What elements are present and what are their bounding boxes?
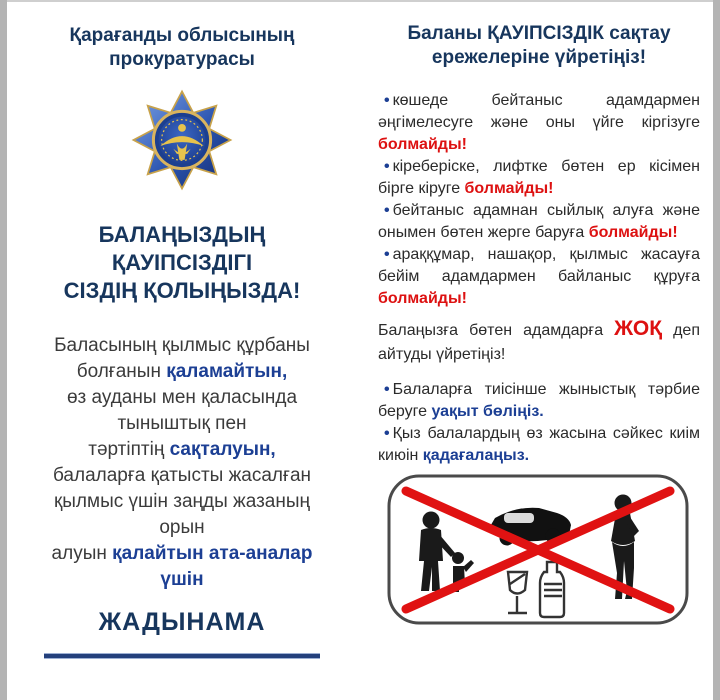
text-segment: СІЗДІҢ ҚОЛЫҢЫЗДА! [63, 278, 301, 303]
paragraph-line [32, 437, 332, 463]
text-segment: Балаңызға бөтен адамдарға [378, 322, 615, 339]
page-top-edge [0, 0, 720, 2]
rules-list [378, 90, 700, 310]
tip-item [378, 423, 700, 467]
text-segment: кіреберіске, лифтке бөтен ер кісімен бірге кіруге [378, 158, 700, 197]
highlight-red: болмайды! [588, 224, 678, 241]
prohibition-sign-wrap [386, 473, 700, 631]
highlight-blue: қалайтын ата-аналар үшін [112, 543, 313, 590]
text-segment: прокуратурасы [109, 49, 255, 70]
emblem-wrap [32, 88, 332, 197]
heading-line [378, 22, 700, 46]
left-title [32, 221, 332, 305]
org-line [32, 24, 332, 48]
text-segment: Балаларға тиісінше жыныстық тәрбие беруге [378, 381, 700, 420]
right-heading [378, 22, 700, 70]
highlight-red: болмайды! [464, 180, 554, 197]
heading-line [378, 46, 700, 70]
org-name [32, 24, 332, 72]
paragraph-line [32, 411, 332, 437]
tips-list [378, 379, 700, 467]
highlight-red: болмайды! [378, 136, 467, 153]
title-line [32, 221, 332, 249]
rule-item [378, 200, 700, 244]
text-segment: БАЛАҢЫЗДЫҢ [98, 222, 266, 247]
text-segment: тәртіптің [88, 439, 170, 460]
bullet-icon: • [384, 425, 390, 442]
highlight-blue: қаламайтын, [166, 361, 288, 382]
text-segment: Қарағанды облысының [69, 25, 295, 46]
org-line [32, 48, 332, 72]
text-segment: болғанын [76, 361, 167, 382]
left-column [32, 24, 332, 659]
left-paragraph [32, 333, 332, 593]
prosecutor-emblem-icon [130, 88, 234, 192]
rule-item [378, 244, 700, 310]
text-segment: ҚАУІПСІЗДІГІ [111, 250, 253, 275]
text-segment: алуын [51, 543, 113, 564]
bullet-icon: • [384, 202, 390, 219]
page-left-edge [0, 0, 7, 700]
paragraph-line [32, 541, 332, 593]
bullet-icon: • [384, 92, 390, 109]
title-line [32, 249, 332, 277]
rule-item [378, 156, 700, 200]
bullet-icon: • [384, 246, 390, 263]
tip-item [378, 379, 700, 423]
right-column [378, 22, 700, 631]
highlight-blue: уақыт бөліңіз. [431, 403, 544, 420]
text-segment: тыныштық пен [117, 413, 247, 434]
highlight-red: ЖОҚ [614, 317, 663, 340]
prohibition-sign-icon [386, 473, 690, 626]
highlight-red: болмайды! [378, 290, 467, 307]
bullet-icon: • [384, 381, 390, 398]
bullet-icon: • [384, 158, 390, 175]
text-segment: көшеде бейтаныс адамдармен әңгімелесуге және оны үйге кіргізуге [378, 92, 700, 131]
text-segment: ережелеріне үйретіңіз! [431, 47, 647, 68]
paragraph-line [32, 359, 332, 385]
text-segment: бейтаныс адамнан сыйлық алуға және онымен бөтен жерге баруға [378, 202, 700, 241]
divider-line [44, 653, 320, 659]
text-segment: балаларға қатысты жасалған [52, 465, 312, 486]
page-right-edge [713, 0, 720, 700]
text-segment: Баланы ҚАУІПСІЗДІК сақтау [407, 23, 671, 44]
text-segment: деп айтуды үйретіңіз! [378, 322, 700, 363]
text-segment: өз ауданы мен қаласында [66, 387, 298, 408]
text-segment: Қыз балалардың өз жасына сәйкес киім киюін [378, 425, 700, 464]
highlight-blue: сақталуын, [169, 439, 276, 460]
memo-title: ЖАДЫНАМА [98, 608, 266, 636]
paragraph-line [32, 463, 332, 489]
rule-item [378, 90, 700, 156]
text-segment: қылмыс үшін заңды жазаның орын [53, 491, 311, 538]
text-segment: Баласының қылмыс құрбаны [54, 335, 310, 356]
text-segment: араққұмар, нашақор, қылмыс жасауға бейім адамдармен байланыс құруға [378, 246, 700, 285]
warning-text [378, 318, 700, 367]
paragraph-line [32, 385, 332, 411]
paragraph-line [32, 333, 332, 359]
paragraph-line [32, 489, 332, 541]
highlight-blue: қадағалаңыз. [422, 447, 530, 464]
title-line [32, 277, 332, 305]
